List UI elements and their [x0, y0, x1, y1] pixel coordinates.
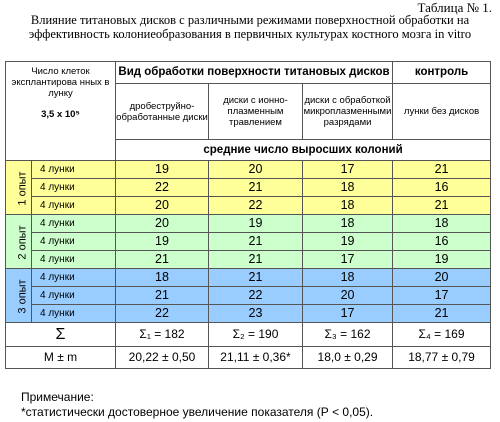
cells-label: Число клеток эксплантирова нных в лунку: [11, 66, 110, 99]
wells-cell: 4 лунки: [32, 197, 116, 215]
wells-cell: 4 лунки: [32, 251, 116, 269]
value-cell: 20: [303, 287, 393, 305]
value-cell: 18: [303, 215, 393, 233]
value-cell: 17: [303, 305, 393, 323]
cells-header: [6, 62, 116, 161]
value-cell: 18: [393, 215, 491, 233]
value-cell: 18: [303, 269, 393, 287]
value-cell: 20: [116, 215, 209, 233]
wells-cell: 4 лунки: [32, 287, 116, 305]
wells-cell: 4 лунки: [32, 269, 116, 287]
cells-value: 3,5 х 10⁵: [41, 109, 80, 120]
value-cell: 21: [393, 197, 491, 215]
mean-label: M ± m: [6, 347, 116, 369]
value-cell: 21: [209, 269, 303, 287]
control-group-header: контроль: [393, 62, 491, 84]
sum-cell: Σ₃ = 162: [303, 323, 393, 347]
value-cell: 19: [393, 251, 491, 269]
subheader: средние число выросших колоний: [116, 140, 491, 161]
wells-cell: 4 лунки: [32, 161, 116, 179]
mean-cell: 20,22 ± 0,50: [116, 347, 209, 369]
table-number: Таблица № 1.: [417, 0, 492, 15]
results-table: [5, 61, 491, 369]
experiment-label: [6, 269, 32, 323]
col4-header: лунки без дисков: [393, 84, 491, 140]
col1-header: дробеструйно-обработанные диски: [116, 84, 209, 140]
note-text: *статистически достоверное увеличение показателя (Р < 0,05).: [21, 405, 374, 419]
experiment-label: [6, 215, 32, 269]
table-title: Влияние титановых дисков с различными режимами поверхностной обработки на эффективность колониеобразования в первичных культурах костного мозга in vitro: [28, 13, 472, 41]
value-cell: 21: [209, 179, 303, 197]
value-cell: 20: [116, 197, 209, 215]
value-cell: 21: [393, 305, 491, 323]
value-cell: 18: [116, 269, 209, 287]
col2-header: диски с ионно-плазменным травлением: [209, 84, 303, 140]
value-cell: 22: [209, 287, 303, 305]
value-cell: 22: [116, 305, 209, 323]
value-cell: 17: [303, 251, 393, 269]
value-cell: 21: [393, 161, 491, 179]
col3-header: диски с обработкой микроплазменными разрядами: [303, 84, 393, 140]
sum-label: Σ: [6, 323, 116, 347]
value-cell: 17: [303, 161, 393, 179]
value-cell: 23: [209, 305, 303, 323]
value-cell: 16: [393, 179, 491, 197]
value-cell: 21: [209, 233, 303, 251]
value-cell: 18: [303, 179, 393, 197]
experiment-label-text: 1 опыт: [16, 170, 29, 206]
mean-cell: 21,11 ± 0,36*: [209, 347, 303, 369]
value-cell: 21: [209, 251, 303, 269]
mean-cell: 18,0 ± 0,29: [303, 347, 393, 369]
sum-cell: Σ₁ = 182: [116, 323, 209, 347]
sum-cell: Σ₄ = 169: [393, 323, 491, 347]
value-cell: 21: [116, 251, 209, 269]
value-cell: 18: [303, 197, 393, 215]
value-cell: 19: [209, 215, 303, 233]
value-cell: 19: [303, 233, 393, 251]
experiment-label: [6, 161, 32, 215]
value-cell: 22: [116, 179, 209, 197]
value-cell: 21: [116, 287, 209, 305]
experiment-label-text: 3 опыт: [16, 278, 29, 314]
wells-cell: 4 лунки: [32, 233, 116, 251]
wells-cell: 4 лунки: [32, 179, 116, 197]
value-cell: 16: [393, 233, 491, 251]
note-title: Примечание:: [21, 390, 94, 404]
treatment-group-header: Вид обработки поверхности титановых дисков: [116, 62, 393, 84]
value-cell: 19: [116, 233, 209, 251]
value-cell: 20: [393, 269, 491, 287]
experiment-label-text: 2 опыт: [16, 224, 29, 260]
value-cell: 17: [393, 287, 491, 305]
mean-cell: 18,77 ± 0,79: [393, 347, 491, 369]
sum-cell: Σ₂ = 190: [209, 323, 303, 347]
wells-cell: 4 лунки: [32, 215, 116, 233]
value-cell: 20: [209, 161, 303, 179]
value-cell: 19: [116, 161, 209, 179]
wells-cell: 4 лунки: [32, 305, 116, 323]
value-cell: 22: [209, 197, 303, 215]
